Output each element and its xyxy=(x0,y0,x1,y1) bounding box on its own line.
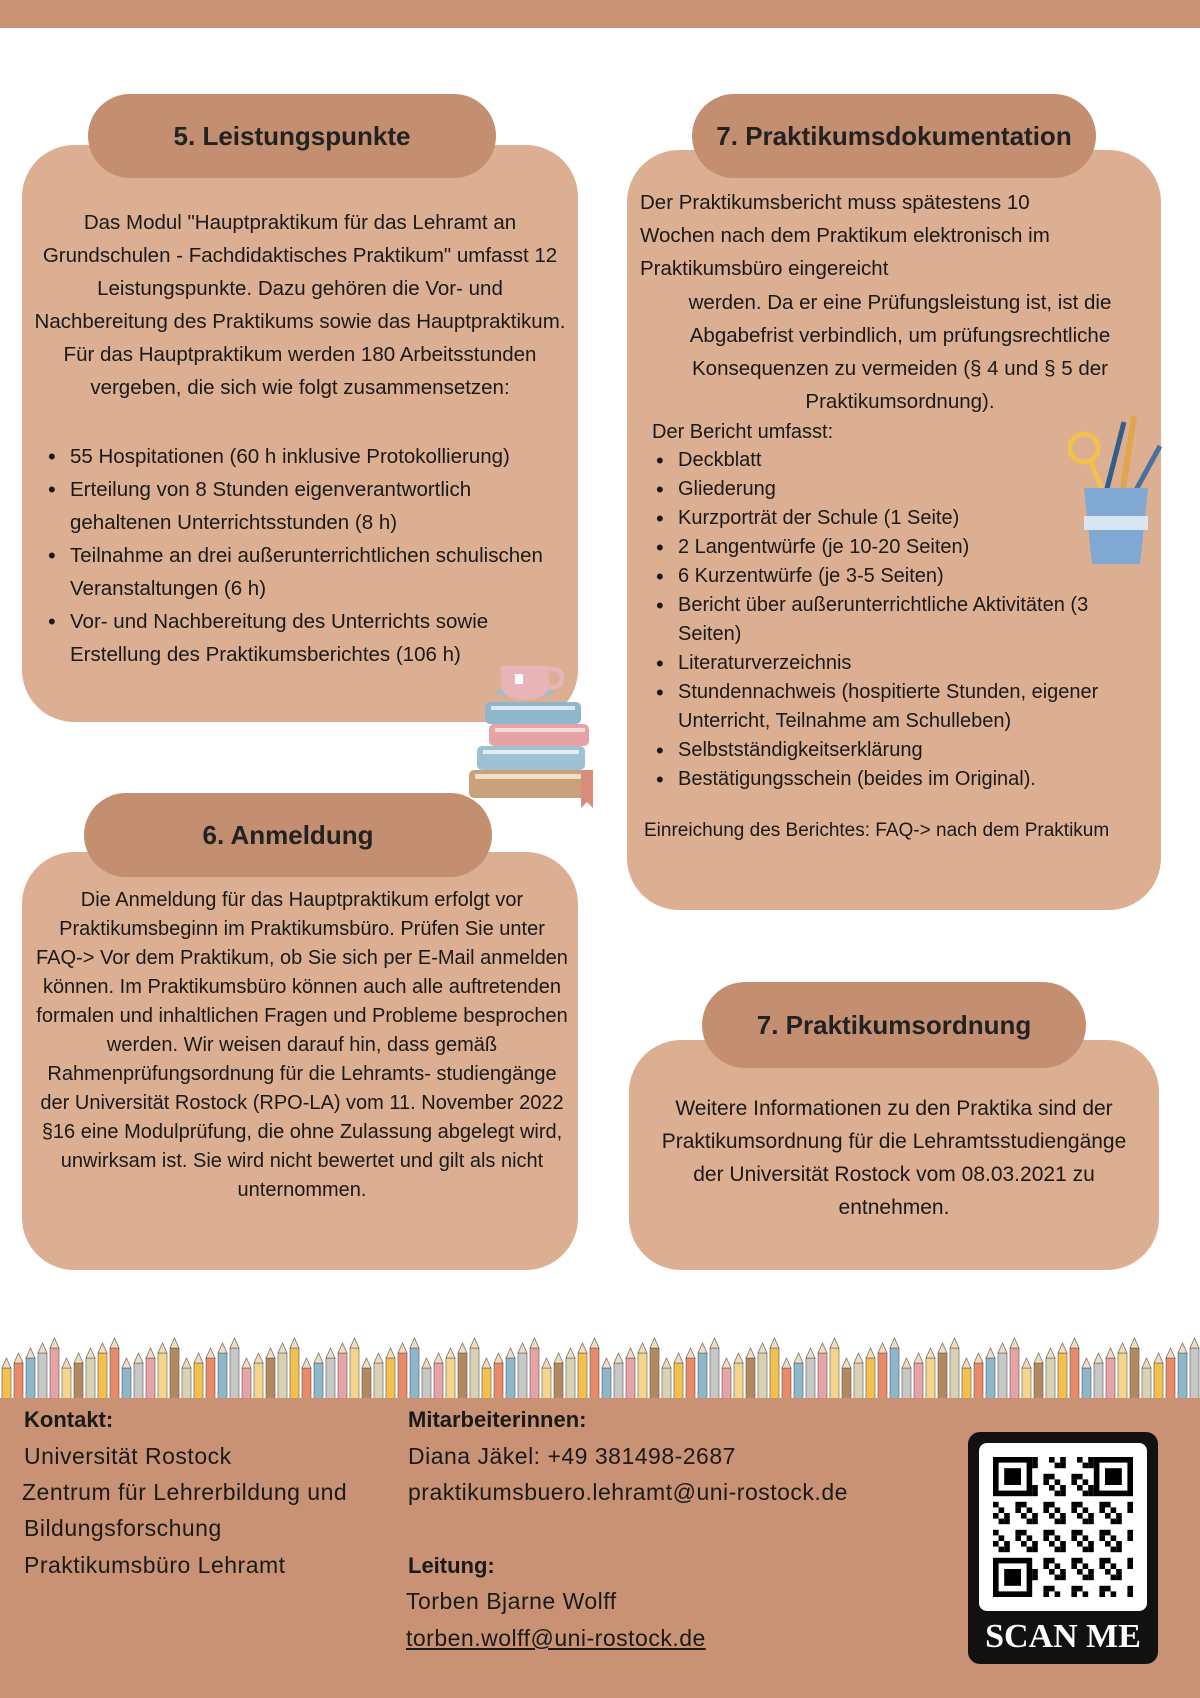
dokumentation-note: Einreichung des Berichtes: FAQ-> nach dem Praktikum xyxy=(644,820,1110,841)
dokumentation-title: 7. Praktikumsdokumentation xyxy=(692,94,1096,178)
qr-caption: SCAN ME xyxy=(985,1618,1141,1655)
contact-line: Universität Rostock xyxy=(24,1443,232,1469)
pencil-cup-illustration xyxy=(1062,408,1172,568)
list-item: • Teilnahme an drei außerunterrichtlichen schulischen Veranstaltungen (6 h) xyxy=(46,539,556,605)
staff-line: Diana Jäkel: +49 381498-2687 xyxy=(408,1443,736,1469)
list-item: • Deckblatt xyxy=(654,446,1154,475)
list-item: • Selbstständigkeitserklärung xyxy=(654,736,1154,765)
list-item: • Vor- und Nachbereitung des Unterrichts sowie Erstellung des Praktikumsberichtes (106 h) xyxy=(46,605,556,671)
list-item: • Kurzporträt der Schule (1 Seite) xyxy=(654,504,1154,533)
anmeldung-title: 6. Anmeldung xyxy=(84,793,492,877)
ordnung-title: 7. Praktikumsordnung xyxy=(702,982,1086,1068)
leistungspunkte-list xyxy=(46,440,556,671)
list-item: • Stundennachweis (hospitierte Stunden, eigener Unterricht, Teilnahme am Schulleben) xyxy=(654,678,1154,736)
list-item: • 6 Kurzentwürfe (je 3-5 Seiten) xyxy=(654,562,1154,591)
list-item: • 55 Hospitationen (60 h inklusive Protokollierung) xyxy=(46,440,556,473)
contact-label: Kontakt: xyxy=(24,1407,114,1432)
lead-email-link[interactable]: torben.wolff@uni-rostock.de xyxy=(406,1625,706,1651)
dokumentation-p1: Der Praktikumsbericht muss spätestens 10 Wochen nach dem Praktikum elektronisch im Praktikumsbüro eingereicht xyxy=(640,191,1050,280)
contact-line: Praktikumsbüro Lehramt xyxy=(24,1552,286,1578)
dokumentation-list-intro: Der Bericht umfasst: xyxy=(652,421,834,443)
list-item: • Gliederung xyxy=(654,475,1154,504)
list-item: • Bestätigungsschein (beides im Original). xyxy=(654,765,1154,794)
leistungspunkte-title: 5. Leistungspunkte xyxy=(88,94,496,178)
qr-code xyxy=(979,1443,1147,1611)
list-item: • Bericht über außerunterrichtliche Aktivitäten (3 Seiten) xyxy=(654,591,1154,649)
list-item: • Erteilung von 8 Stunden eigenverantwortlich gehaltenen Unterrichtsstunden (8 h) xyxy=(46,473,556,539)
contact-line: Zentrum für Lehrerbildung und xyxy=(22,1479,348,1505)
list-item: • Literaturverzeichnis xyxy=(654,649,1154,678)
anmeldung-body: Die Anmeldung für das Hauptpraktikum erfolgt vor Praktikumsbeginn im Praktikumsbüro. Prüfen Sie unter FAQ-> Vor dem Praktikum, ob Sie sich per E-Mail anmelden können. Im Praktikumsbüro können auch alle auftretenden formalen und inhaltlichen Fragen und Probleme besprochen werden. Wir weisen darauf hin, dass gemäß Rahmenprüfungsordnung für die Lehramts- studiengänge der Universität Rostock (RPO-LA) vom 11. November 2022 §16 eine Modulprüfung, die ohne Zulassung abgelegt wird, unwirksam ist. Sie wird nicht bewertet und gilt als nicht unternommen. xyxy=(36,889,568,1201)
staff-email[interactable]: praktikumsbuero.lehramt@uni-rostock.de xyxy=(408,1479,848,1505)
dokumentation-p2: werden. Da er eine Prüfungsleistung ist, ist die Abgabefrist verbindlich, um prüfungsrechtliche Konsequenzen zu vermeiden (§ 4 und § 5 der Praktikumsordnung). xyxy=(688,291,1112,413)
pencil-border-illustration xyxy=(0,1330,1200,1400)
lead-name: Torben Bjarne Wolff xyxy=(406,1588,617,1614)
top-bar xyxy=(0,0,1200,28)
staff-label: Mitarbeiterinnen: xyxy=(408,1407,587,1432)
list-item: • 2 Langentwürfe (je 10-20 Seiten) xyxy=(654,533,1154,562)
qr-code-box[interactable] xyxy=(968,1432,1158,1664)
leistungspunkte-intro: Das Modul "Hauptpraktikum für das Lehramt an Grundschulen - Fachdidaktisches Praktikum" umfasst 12 Leistungspunkte. Dazu gehören die Vor- und Nachbereitung des Praktikums sowie das Hauptpraktikum. Für das Hauptpraktikum werden 180 Arbeitsstunden vergeben, die sich wie folgt zusammensetzen: xyxy=(34,211,566,399)
contact-line: Bildungsforschung xyxy=(24,1515,222,1541)
ordnung-body: Weitere Informationen zu den Praktika sind der Praktikumsordnung für die Lehramtsstudiengänge der Universität Rostock vom 08.03.2021 zu entnehmen. xyxy=(661,1097,1127,1219)
lead-label: Leitung: xyxy=(408,1553,495,1578)
